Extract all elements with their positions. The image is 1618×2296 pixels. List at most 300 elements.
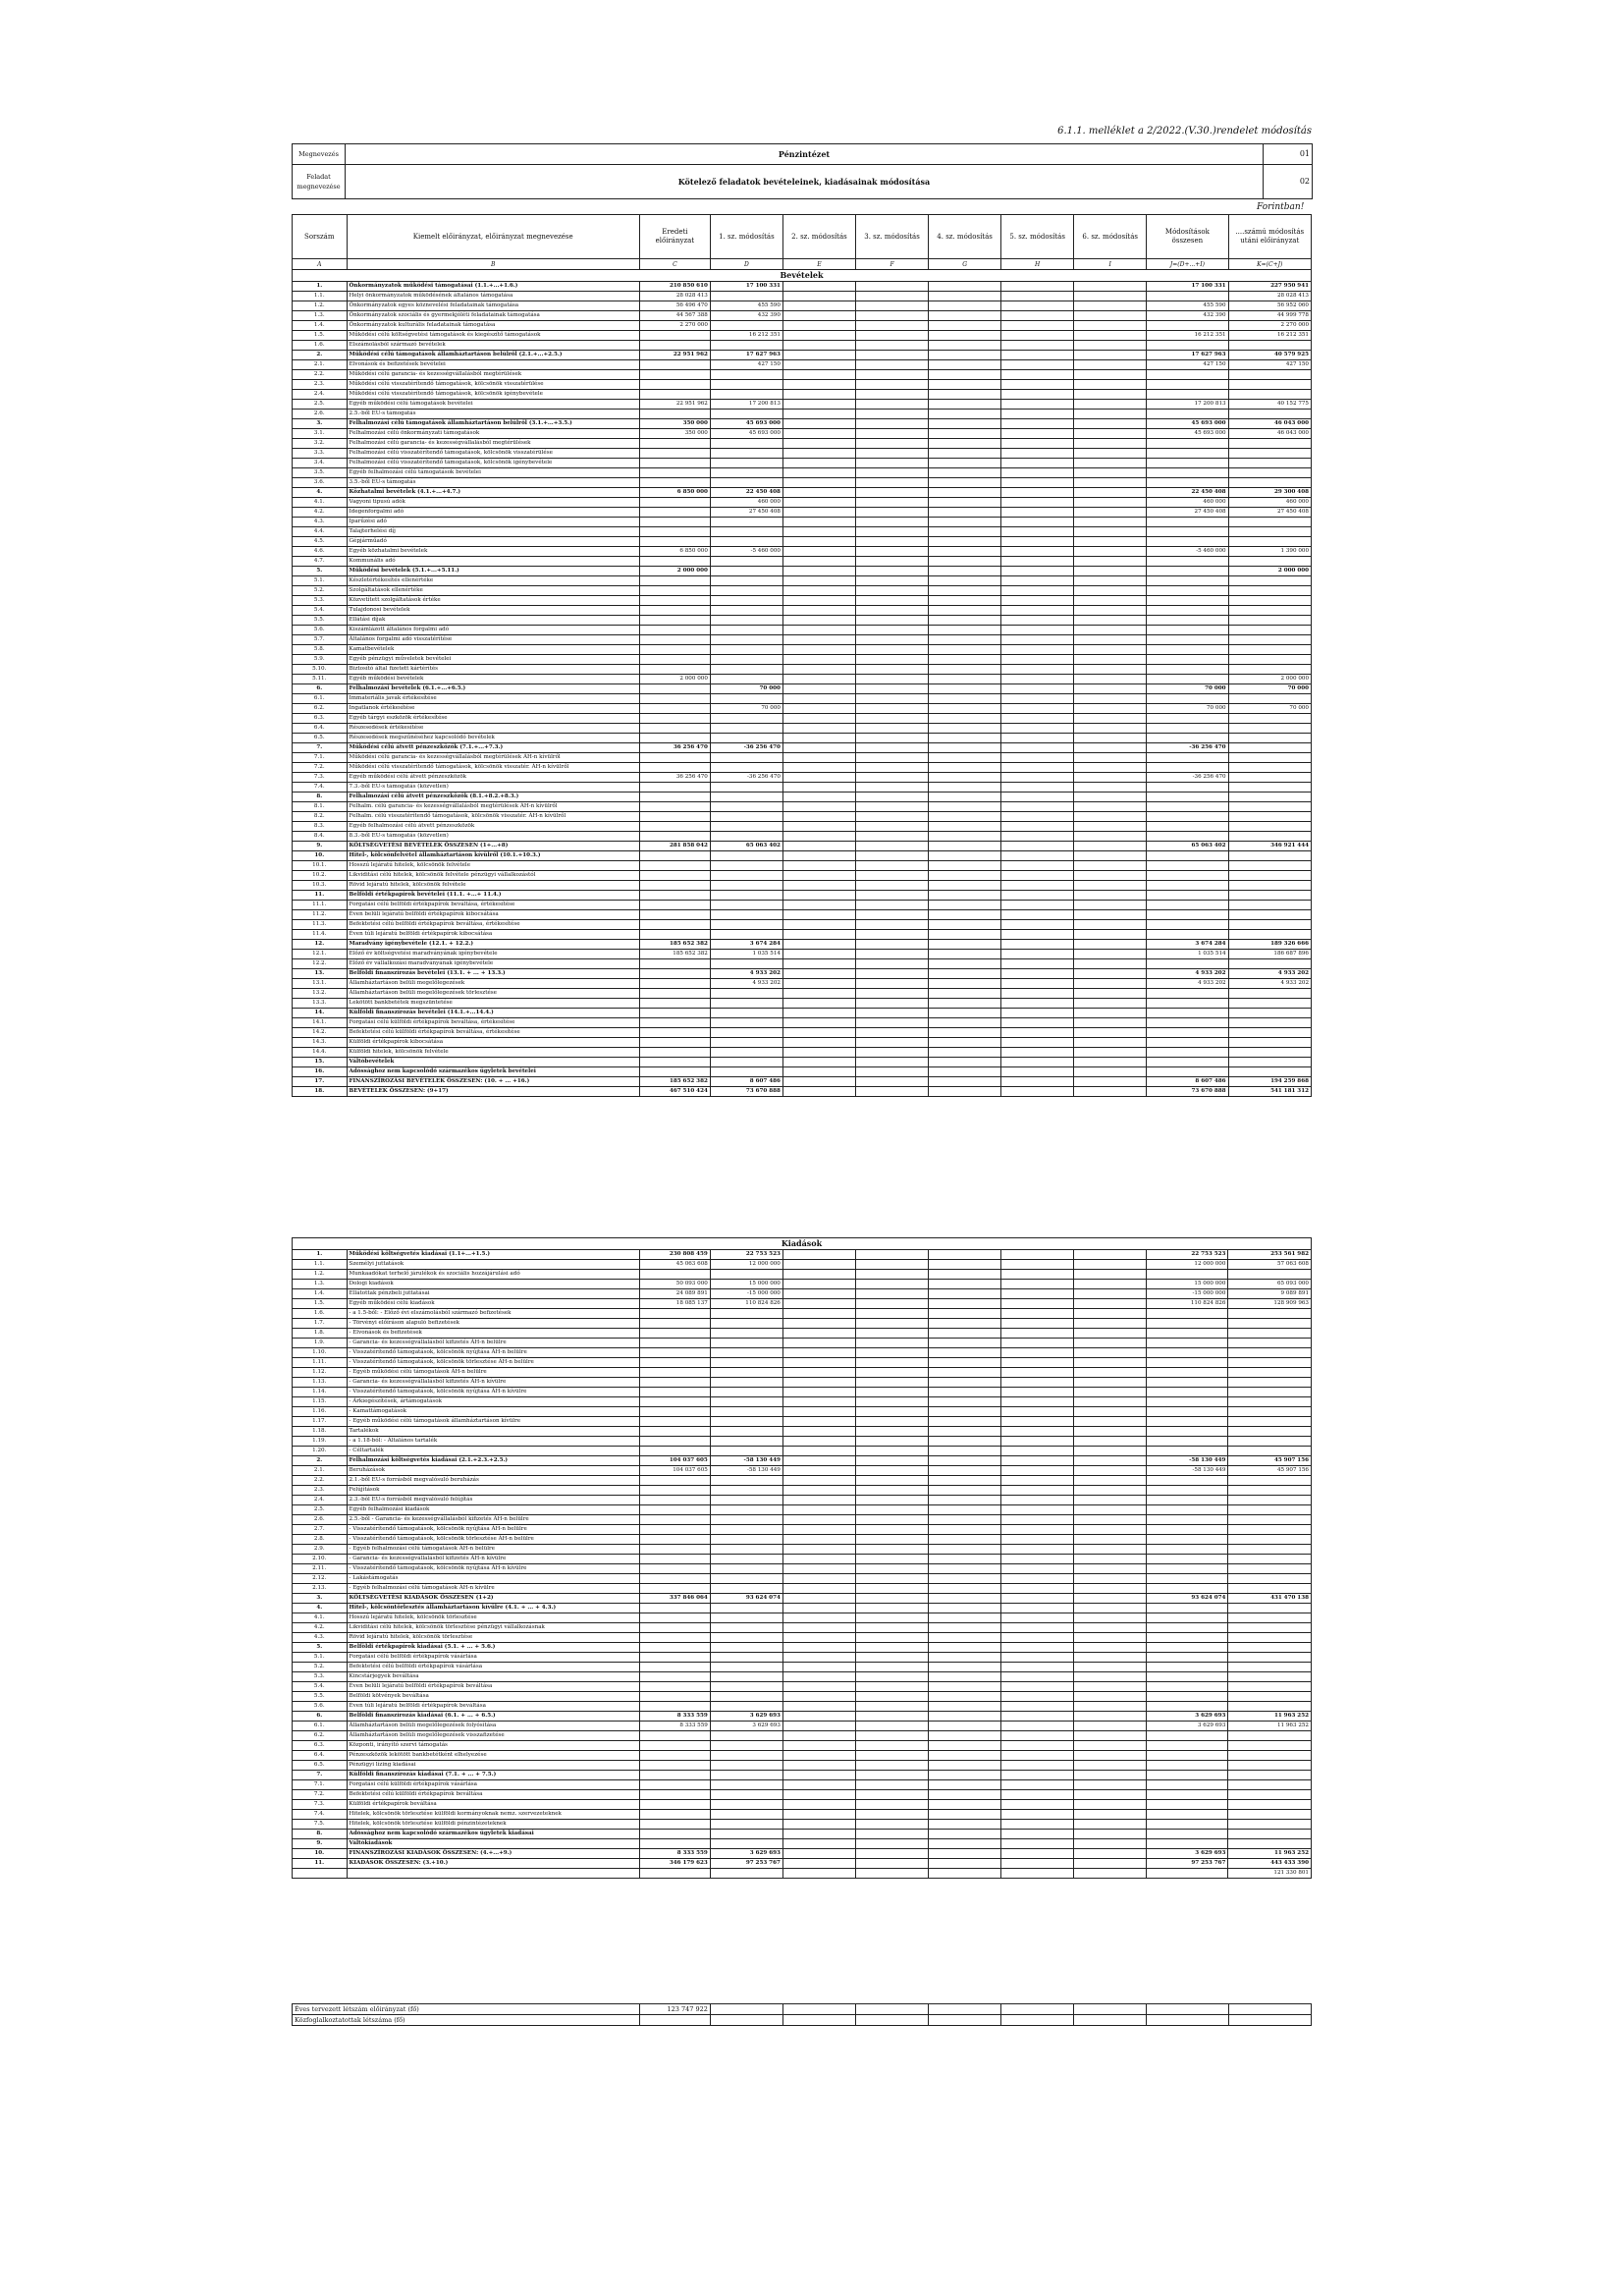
row-mod-empty [782, 1378, 855, 1388]
row-name: Hosszú lejáratú hitelek, kölcsönök törlesztése [347, 1613, 639, 1623]
row-mod-total [1147, 596, 1228, 606]
row-mod-empty [929, 596, 1001, 606]
table-row [293, 881, 1312, 891]
row-mod-empty [1001, 714, 1074, 724]
table-row [293, 1427, 1312, 1437]
column-header: Módosítások összesen [1147, 215, 1228, 259]
row-code: 2.3. [293, 1486, 348, 1496]
row-mod-1 [710, 694, 782, 704]
table-row [293, 478, 1312, 488]
row-name: 2.3.-ból EU-s forrásból megvalósuló felújítás [347, 1496, 639, 1505]
row-original: 230 808 459 [639, 1250, 710, 1260]
row-mod-total [1147, 567, 1228, 576]
row-name: - Visszatérítendő támogatások, kölcsönök nyújtása ÁH-n belülre [347, 1348, 639, 1358]
table-row [293, 1378, 1312, 1388]
row-mod-empty [1074, 724, 1147, 734]
row-mod-1 [710, 1731, 782, 1741]
row-mod-1 [710, 1761, 782, 1771]
table-row [293, 390, 1312, 400]
row-mod-empty [1074, 753, 1147, 763]
row-code: 6.2. [293, 1731, 348, 1741]
row-mod-empty [782, 1771, 855, 1780]
row-code: 5.8. [293, 645, 348, 655]
row-mod-empty [1001, 1339, 1074, 1348]
row-mod-empty [929, 518, 1001, 527]
row-final [1228, 1038, 1311, 1048]
row-mod-empty [1074, 684, 1147, 694]
table-row [293, 311, 1312, 321]
balance-value: 121 330 801 [1228, 1869, 1312, 1879]
table-row [293, 1712, 1312, 1722]
row-mod-1 [710, 802, 782, 812]
table-row [293, 851, 1312, 861]
row-mod-empty [856, 1058, 929, 1067]
row-mod-1: 3 629 693 [710, 1849, 782, 1859]
row-mod-total [1147, 537, 1228, 547]
row-original [639, 822, 710, 832]
row-mod-empty [928, 1584, 1000, 1594]
row-mod-empty [856, 498, 929, 508]
row-original [639, 1515, 710, 1525]
row-mod-empty [856, 930, 929, 940]
row-mod-empty [782, 950, 855, 959]
row-mod-1 [710, 321, 782, 331]
row-mod-empty [1001, 675, 1074, 684]
row-code: 6.1. [293, 694, 348, 704]
row-mod-empty [856, 763, 929, 773]
row-mod-empty [855, 1584, 928, 1594]
row-mod-empty [1001, 812, 1074, 822]
row-mod-empty [1001, 1535, 1074, 1545]
row-mod-empty [856, 1018, 929, 1028]
row-mod-total [1147, 1731, 1228, 1741]
row-mod-total [1147, 1009, 1228, 1018]
row-name: - Visszatérítendő támogatások, kölcsönök nyújtása ÁH-n kívülre [347, 1564, 639, 1574]
row-mod-empty [929, 468, 1001, 478]
row-mod-empty [1001, 861, 1074, 871]
table-row [293, 547, 1312, 557]
row-mod-total [1147, 1643, 1228, 1653]
row-code: 11.1. [293, 901, 348, 910]
row-code: 4.3. [293, 518, 348, 527]
row-final [1228, 459, 1311, 468]
row-mod-1: 460 000 [710, 498, 782, 508]
feladat-code: 02 [1264, 165, 1313, 199]
balance-empty [639, 1869, 710, 1879]
row-mod-empty [1074, 1067, 1147, 1077]
table-row [293, 1077, 1312, 1087]
row-final: 541 181 312 [1228, 1087, 1311, 1097]
row-mod-empty [1074, 1564, 1147, 1574]
row-mod-empty [782, 1515, 855, 1525]
row-mod-1: 22 450 408 [710, 488, 782, 498]
column-letter: A [293, 259, 348, 270]
row-final [1228, 1348, 1312, 1358]
row-mod-empty [856, 694, 929, 704]
row-mod-1: 45 693 000 [710, 419, 782, 429]
row-mod-empty [855, 1830, 928, 1839]
row-mod-empty [782, 331, 855, 341]
row-final [1228, 576, 1311, 586]
row-mod-empty [929, 1077, 1001, 1087]
row-name: Részesedések értékesítése [347, 724, 639, 734]
row-mod-empty [782, 753, 855, 763]
row-original [639, 1447, 710, 1456]
row-mod-total [1147, 1476, 1228, 1486]
row-mod-empty [782, 1800, 855, 1810]
row-mod-empty [782, 321, 855, 331]
row-code: 12.1. [293, 950, 348, 959]
row-final [1228, 1555, 1312, 1564]
row-final [1228, 773, 1311, 783]
row-mod-empty [1001, 1280, 1074, 1289]
row-name: - Egyéb felhalmozási célú támogatások ÁH-n belülre [347, 1545, 639, 1555]
table-row [293, 1260, 1312, 1270]
row-final [1228, 763, 1311, 773]
row-mod-empty [929, 410, 1001, 419]
row-mod-1 [710, 1623, 782, 1633]
row-mod-empty [1001, 1515, 1074, 1525]
row-mod-empty [928, 1545, 1000, 1555]
row-mod-empty [855, 1663, 928, 1672]
row-mod-empty [856, 459, 929, 468]
row-mod-empty [1001, 645, 1074, 655]
row-code: 1.20. [293, 1447, 348, 1456]
column-header-row [293, 215, 1312, 259]
row-mod-empty [1001, 390, 1074, 400]
row-final [1228, 1830, 1312, 1839]
row-name: Immateriális javak értékesítése [347, 694, 639, 704]
row-mod-empty [928, 1761, 1000, 1771]
row-mod-1: 65 063 402 [710, 842, 782, 851]
row-code: 1.18. [293, 1427, 348, 1437]
row-mod-total: 45 693 000 [1147, 419, 1228, 429]
row-mod-empty [855, 1339, 928, 1348]
row-mod-empty [856, 321, 929, 331]
row-mod-1 [710, 1309, 782, 1319]
row-original: 56 496 470 [639, 301, 710, 311]
row-original [639, 1038, 710, 1048]
row-mod-empty [1074, 1466, 1147, 1476]
row-mod-total [1147, 783, 1228, 793]
row-mod-empty [855, 1505, 928, 1515]
row-original: 8 333 559 [639, 1849, 710, 1859]
row-original: 104 037 605 [639, 1466, 710, 1476]
balance-empty [347, 1869, 639, 1879]
row-mod-empty [1074, 1270, 1147, 1280]
row-mod-total: 22 753 523 [1147, 1250, 1228, 1260]
row-mod-empty [929, 881, 1001, 891]
row-final [1228, 1820, 1312, 1830]
row-mod-empty [1001, 439, 1074, 449]
table-row [293, 1087, 1312, 1097]
row-mod-empty [856, 380, 929, 390]
row-original [639, 1800, 710, 1810]
row-mod-empty [1074, 802, 1147, 812]
row-original [639, 468, 710, 478]
row-mod-empty [856, 547, 929, 557]
row-mod-empty [928, 1417, 1000, 1427]
row-mod-1 [710, 1545, 782, 1555]
row-mod-empty [929, 478, 1001, 488]
table-row [293, 645, 1312, 655]
row-code: 3.3. [293, 449, 348, 459]
column-letter: D [710, 259, 782, 270]
row-final [1228, 645, 1311, 655]
table-row [293, 1839, 1312, 1849]
table-row [293, 1299, 1312, 1309]
row-original: 18 085 137 [639, 1299, 710, 1309]
row-mod-total [1147, 1339, 1228, 1348]
row-mod-total [1147, 1407, 1228, 1417]
row-name: Előző év költségvetési maradványának igénybevétele [347, 950, 639, 959]
row-final [1228, 665, 1311, 675]
row-original [639, 616, 710, 626]
row-name: Rövid lejáratú hitelek, kölcsönök felvétele [347, 881, 639, 891]
row-name: Rövid lejáratú hitelek, kölcsönök törlesztése [347, 1633, 639, 1643]
row-original [639, 508, 710, 518]
row-mod-total [1147, 341, 1228, 351]
row-name: Egyéb pénzügyi műveletek bevételei [347, 655, 639, 665]
row-mod-empty [1074, 1839, 1147, 1849]
row-mod-empty [782, 1028, 855, 1038]
row-code: 1.8. [293, 1329, 348, 1339]
row-mod-empty [1001, 1466, 1074, 1476]
table-row [293, 694, 1312, 704]
row-mod-empty [1001, 901, 1074, 910]
table-row [293, 616, 1312, 626]
row-mod-empty [928, 1525, 1000, 1535]
row-name: Egyéb működési célú átvett pénzeszközök [347, 773, 639, 783]
row-mod-1 [710, 1348, 782, 1358]
row-mod-empty [782, 1358, 855, 1368]
row-final [1228, 449, 1311, 459]
row-mod-empty [856, 910, 929, 920]
row-mod-1: 70 000 [710, 684, 782, 694]
row-mod-1: 45 693 000 [710, 429, 782, 439]
row-mod-1 [710, 861, 782, 871]
row-mod-empty [1001, 635, 1074, 645]
row-mod-empty [1074, 1476, 1147, 1486]
row-final: 28 028 413 [1228, 292, 1311, 301]
row-mod-total: -5 460 000 [1147, 547, 1228, 557]
row-code: 5.7. [293, 635, 348, 645]
row-original [639, 1486, 710, 1496]
row-mod-1 [710, 586, 782, 596]
row-name: - Elvonások és befizetések [347, 1329, 639, 1339]
row-mod-empty [929, 449, 1001, 459]
row-original [639, 478, 710, 488]
row-mod-empty [782, 635, 855, 645]
row-original: 8 333 559 [639, 1712, 710, 1722]
table-row [293, 527, 1312, 537]
row-mod-empty [782, 1839, 855, 1849]
row-original [639, 1397, 710, 1407]
row-final: 431 470 138 [1228, 1594, 1312, 1604]
row-code: 5.2. [293, 1663, 348, 1672]
row-name: Iparűzési adó [347, 518, 639, 527]
row-mod-1: -58 130 449 [710, 1456, 782, 1466]
row-mod-empty [856, 793, 929, 802]
table-row [293, 537, 1312, 547]
row-mod-empty [1074, 1712, 1147, 1722]
row-code: 8.2. [293, 812, 348, 822]
row-mod-empty [1074, 429, 1147, 439]
row-mod-1: 1 035 514 [710, 950, 782, 959]
row-mod-empty [855, 1555, 928, 1564]
table-row [293, 567, 1312, 576]
row-final: 1 390 000 [1228, 547, 1311, 557]
row-mod-empty [1001, 1525, 1074, 1535]
row-final: 45 907 156 [1228, 1456, 1312, 1466]
row-final [1228, 380, 1311, 390]
row-mod-total [1147, 910, 1228, 920]
row-mod-empty [856, 881, 929, 891]
row-mod-empty [929, 321, 1001, 331]
row-mod-empty [782, 380, 855, 390]
row-mod-empty [782, 871, 855, 881]
row-mod-empty [928, 1427, 1000, 1437]
row-mod-1 [710, 1417, 782, 1427]
row-mod-empty [855, 1447, 928, 1456]
row-code: 11.3. [293, 920, 348, 930]
row-name: Idegenforgalmi adó [347, 508, 639, 518]
row-mod-empty [1074, 1525, 1147, 1535]
row-name: Befektetési célú belföldi értékpapírok vásárlása [347, 1663, 639, 1672]
row-mod-empty [929, 920, 1001, 930]
row-final [1228, 1028, 1311, 1038]
row-mod-total [1147, 1790, 1228, 1800]
row-mod-empty [1074, 1800, 1147, 1810]
row-mod-empty [1074, 1505, 1147, 1515]
row-name: Forgatási célú külföldi értékpapírok vásárlása [347, 1780, 639, 1790]
row-original: 45 063 608 [639, 1260, 710, 1270]
row-mod-1: 17 100 331 [710, 282, 782, 292]
row-mod-1: -36 256 470 [710, 743, 782, 753]
row-original [639, 901, 710, 910]
column-letter: B [347, 259, 639, 270]
row-mod-total: 15 000 000 [1147, 1280, 1228, 1289]
table-row [293, 321, 1312, 331]
row-mod-empty [1001, 1564, 1074, 1574]
row-name: - Garancia- és kezességvállalásból kifizetés ÁH-n kívülre [347, 1555, 639, 1564]
row-mod-empty [1074, 1653, 1147, 1663]
row-mod-empty [1074, 547, 1147, 557]
row-mod-empty [1001, 1810, 1074, 1820]
row-code: 3. [293, 419, 348, 429]
row-mod-empty [782, 596, 855, 606]
row-name: Éven belüli lejáratú belföldi értékpapírok beváltása [347, 1682, 639, 1692]
row-mod-total [1147, 1058, 1228, 1067]
row-mod-empty [929, 989, 1001, 999]
row-mod-empty [782, 969, 855, 979]
row-mod-empty [855, 1849, 928, 1859]
row-mod-total [1147, 1018, 1228, 1028]
row-final [1228, 920, 1311, 930]
row-mod-empty [856, 292, 929, 301]
row-mod-empty [929, 773, 1001, 783]
balance-empty [1074, 1869, 1147, 1879]
row-mod-empty [782, 1437, 855, 1447]
row-mod-empty [1074, 851, 1147, 861]
row-mod-1 [710, 626, 782, 635]
row-mod-total [1147, 734, 1228, 743]
table-row [293, 1535, 1312, 1545]
row-mod-empty [1001, 311, 1074, 321]
row-code: 3.2. [293, 439, 348, 449]
row-mod-empty [1074, 1555, 1147, 1564]
row-final [1228, 1790, 1312, 1800]
row-mod-empty [928, 1643, 1000, 1653]
row-original [639, 1731, 710, 1741]
row-mod-total: 427 150 [1147, 360, 1228, 370]
row-mod-empty [856, 449, 929, 459]
row-mod-empty [1001, 1358, 1074, 1368]
row-mod-total [1147, 822, 1228, 832]
row-mod-empty [782, 684, 855, 694]
row-mod-total [1147, 380, 1228, 390]
row-mod-empty [782, 724, 855, 734]
row-mod-1 [710, 1048, 782, 1058]
row-name: Szolgáltatások ellenértéke [347, 586, 639, 596]
row-code: 4.2. [293, 1623, 348, 1633]
row-name: Ellátási díjak [347, 616, 639, 626]
row-mod-empty [1074, 743, 1147, 753]
row-mod-empty [1001, 1067, 1074, 1077]
row-mod-total [1147, 1270, 1228, 1280]
row-final [1228, 714, 1311, 724]
row-mod-empty [782, 1456, 855, 1466]
row-mod-total [1147, 557, 1228, 567]
row-code: 7.4. [293, 1810, 348, 1820]
row-mod-total [1147, 1800, 1228, 1810]
row-final [1228, 1339, 1312, 1348]
row-mod-empty [782, 1038, 855, 1048]
row-mod-empty [1074, 449, 1147, 459]
row-name: Éven túli lejáratú belföldi értékpapírok beváltása [347, 1702, 639, 1712]
row-mod-empty [855, 1604, 928, 1613]
row-mod-empty [1074, 419, 1147, 429]
row-mod-empty [928, 1250, 1000, 1260]
row-name: Pénzeszközök lekötött bankbetétként elhelyezése [347, 1751, 639, 1761]
table-row [293, 655, 1312, 665]
row-mod-empty [928, 1388, 1000, 1397]
row-mod-1 [710, 822, 782, 832]
row-mod-empty [928, 1505, 1000, 1515]
row-final [1228, 606, 1311, 616]
table-row [293, 1623, 1312, 1633]
row-mod-1: 4 933 202 [710, 969, 782, 979]
row-mod-total [1147, 812, 1228, 822]
row-name: Elszámolásból származó bevételek [347, 341, 639, 351]
row-final [1228, 1319, 1312, 1329]
row-mod-total [1147, 1505, 1228, 1515]
row-mod-1 [710, 1378, 782, 1388]
row-name: Felhalmozási bevételek (6.1.+...+6.5.) [347, 684, 639, 694]
row-mod-1 [710, 635, 782, 645]
row-mod-empty [928, 1555, 1000, 1564]
row-mod-empty [1001, 1771, 1074, 1780]
row-mod-empty [1074, 1388, 1147, 1397]
row-original: 6 850 000 [639, 547, 710, 557]
row-final: 40 579 925 [1228, 351, 1311, 360]
row-mod-total [1147, 518, 1228, 527]
row-mod-empty [1001, 665, 1074, 675]
row-mod-total [1147, 920, 1228, 930]
row-mod-total [1147, 616, 1228, 626]
row-name: Felhalm. célú garancia- és kezességvállalásból megtérülések ÁH-n kívülről [347, 802, 639, 812]
row-name: Felhalmozási célú támogatások államháztartáson belülről (3.1.+...+3.5.) [347, 419, 639, 429]
